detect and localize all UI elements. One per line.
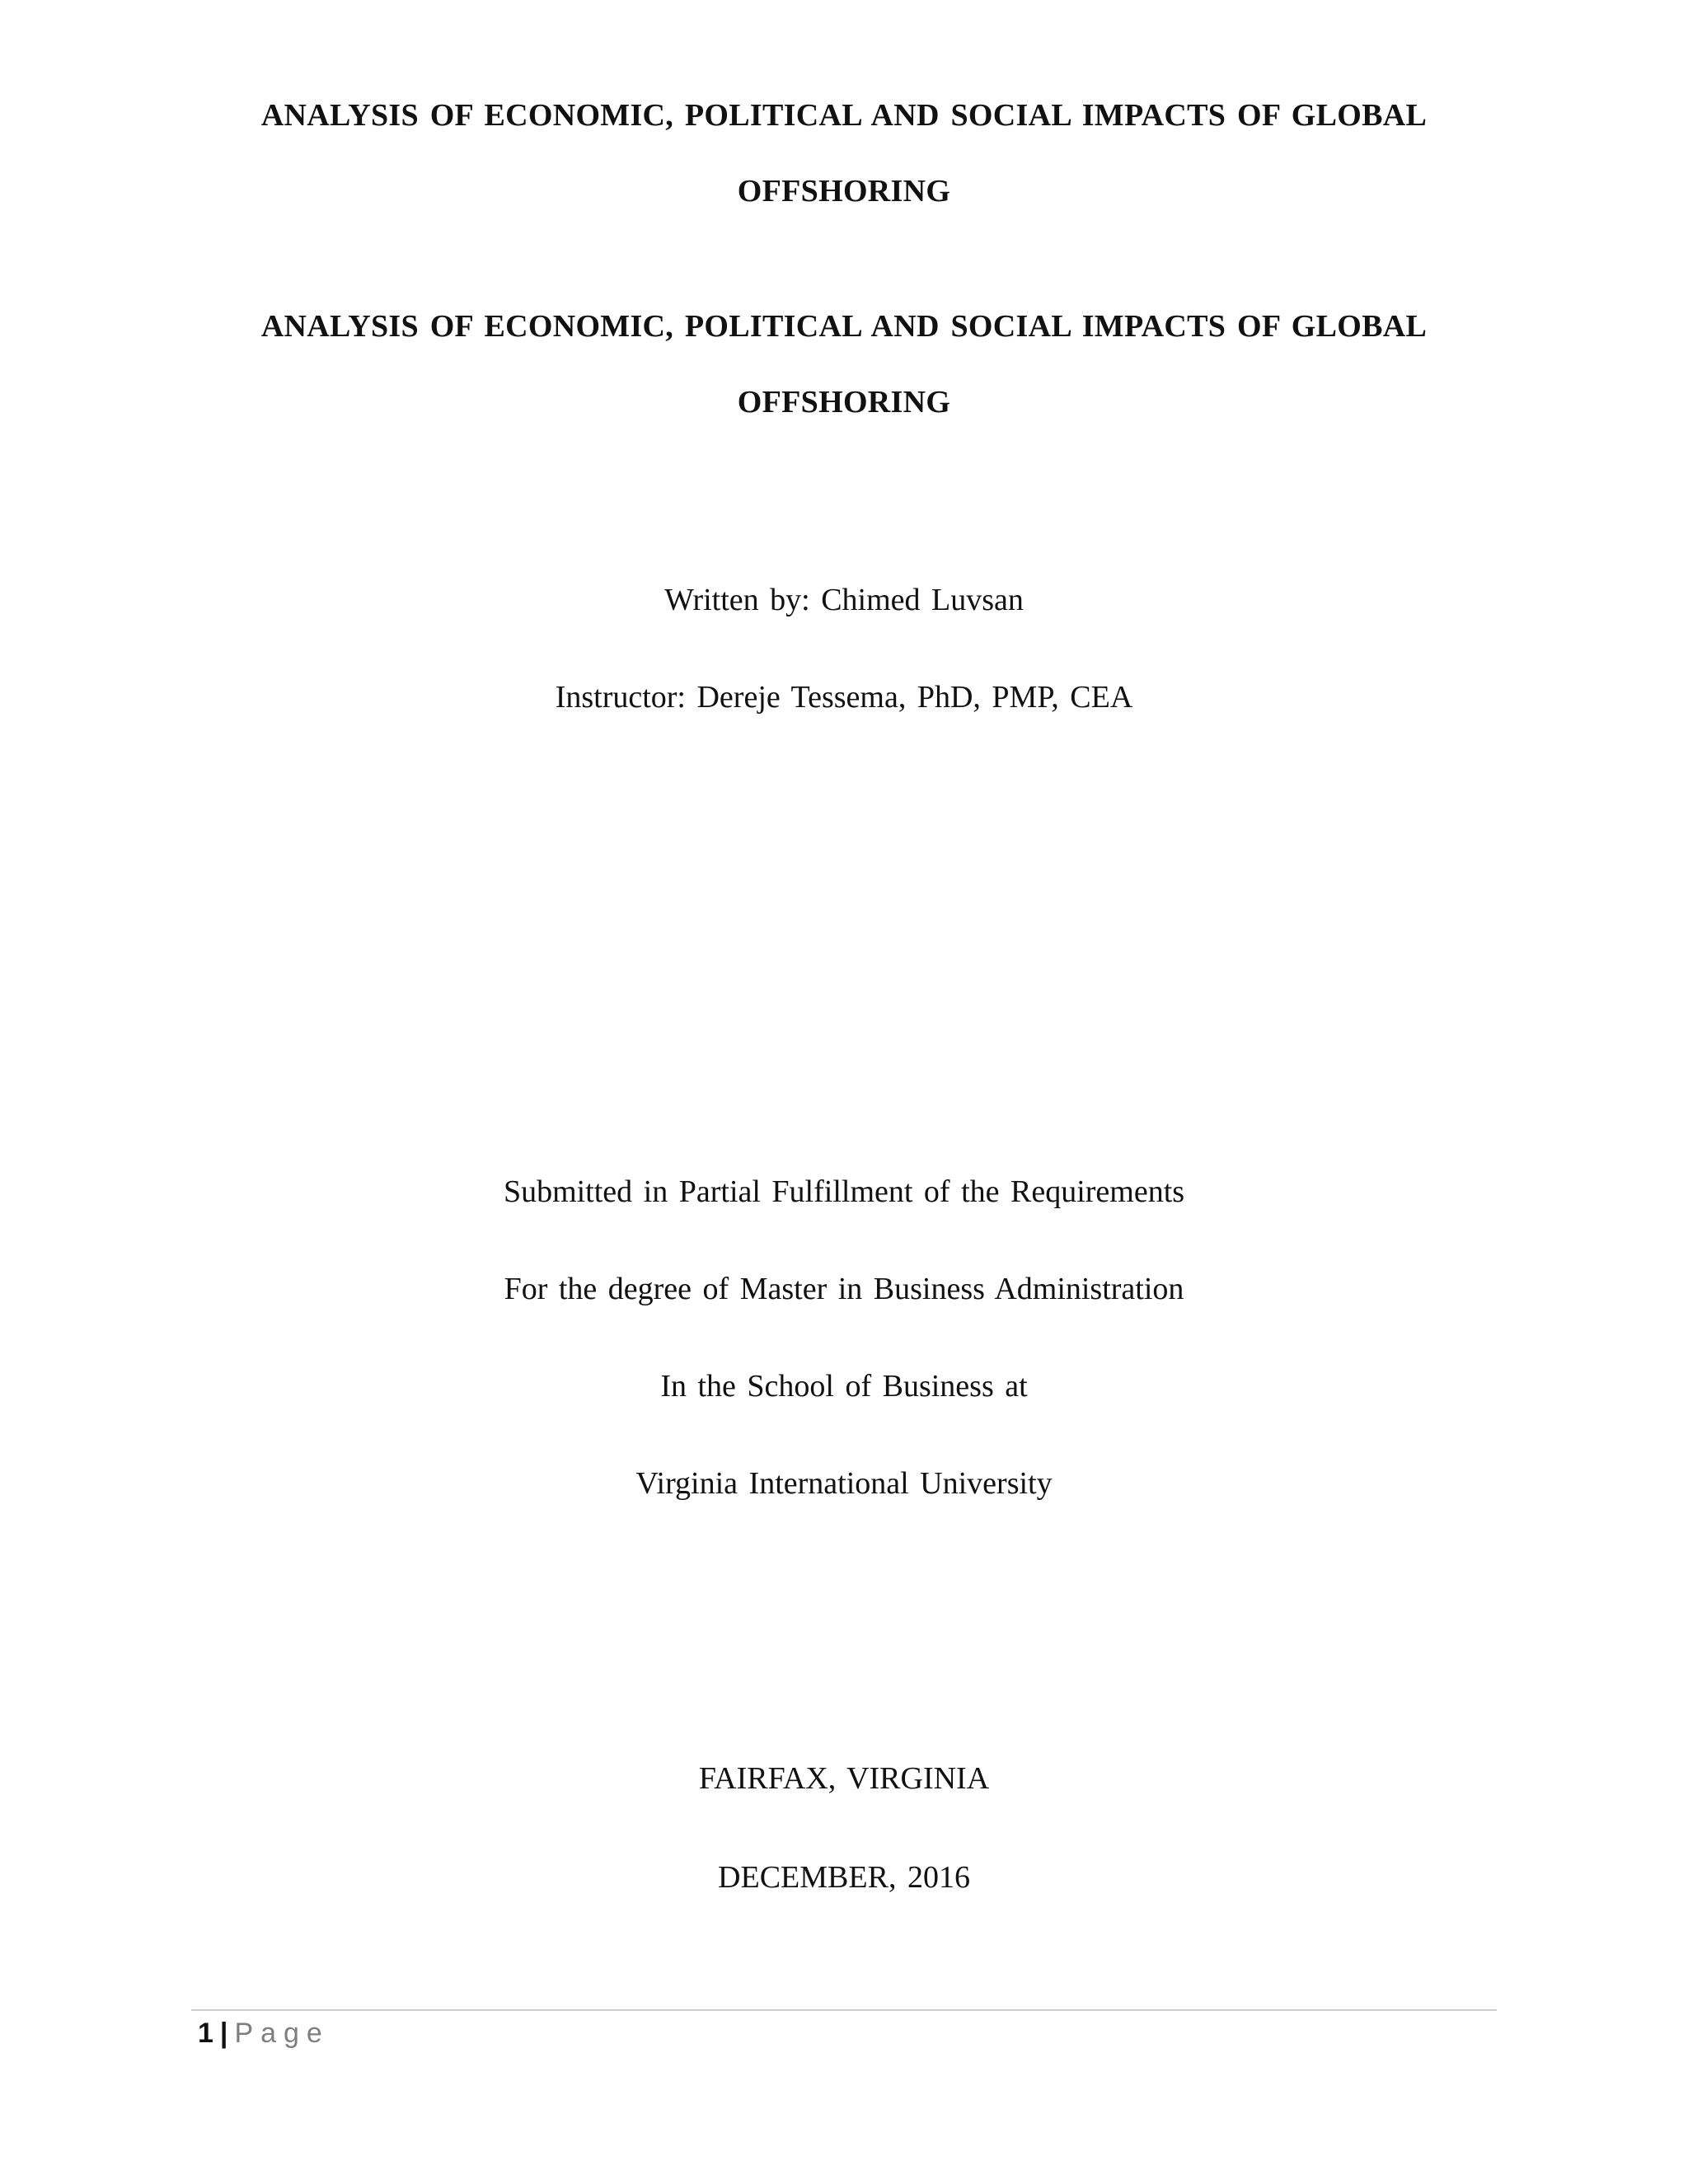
page-label: Page <box>234 2018 330 2049</box>
date-line: DECEMBER, 2016 <box>718 1860 970 1895</box>
footer-separator: | <box>219 2018 228 2049</box>
submission-line: Submitted in Partial Fulfillment of the Requirements <box>503 1174 1185 1209</box>
repeated-title-line-1: ANALYSIS OF ECONOMIC, POLITICAL AND SOCIAL IMPACTS OF GLOBAL <box>260 309 1428 344</box>
page-number: 1 <box>198 2018 213 2049</box>
school-line: In the School of Business at <box>660 1369 1028 1404</box>
degree-line: For the degree of Master in Business Administration <box>504 1272 1184 1306</box>
footer-divider <box>191 2009 1497 2011</box>
instructor-line: Instructor: Dereje Tessema, PhD, PMP, CEA <box>555 680 1133 715</box>
place-line: FAIRFAX, VIRGINIA <box>698 1761 990 1796</box>
page-footer <box>198 2018 330 2050</box>
repeated-title-line-2: OFFSHORING <box>737 385 951 419</box>
title-line-1: ANALYSIS OF ECONOMIC, POLITICAL AND SOCIAL IMPACTS OF GLOBAL <box>260 98 1428 133</box>
university-line: Virginia International University <box>635 1466 1053 1501</box>
title-line-2: OFFSHORING <box>737 174 951 209</box>
author-line: Written by: Chimed Luvsan <box>664 583 1024 617</box>
